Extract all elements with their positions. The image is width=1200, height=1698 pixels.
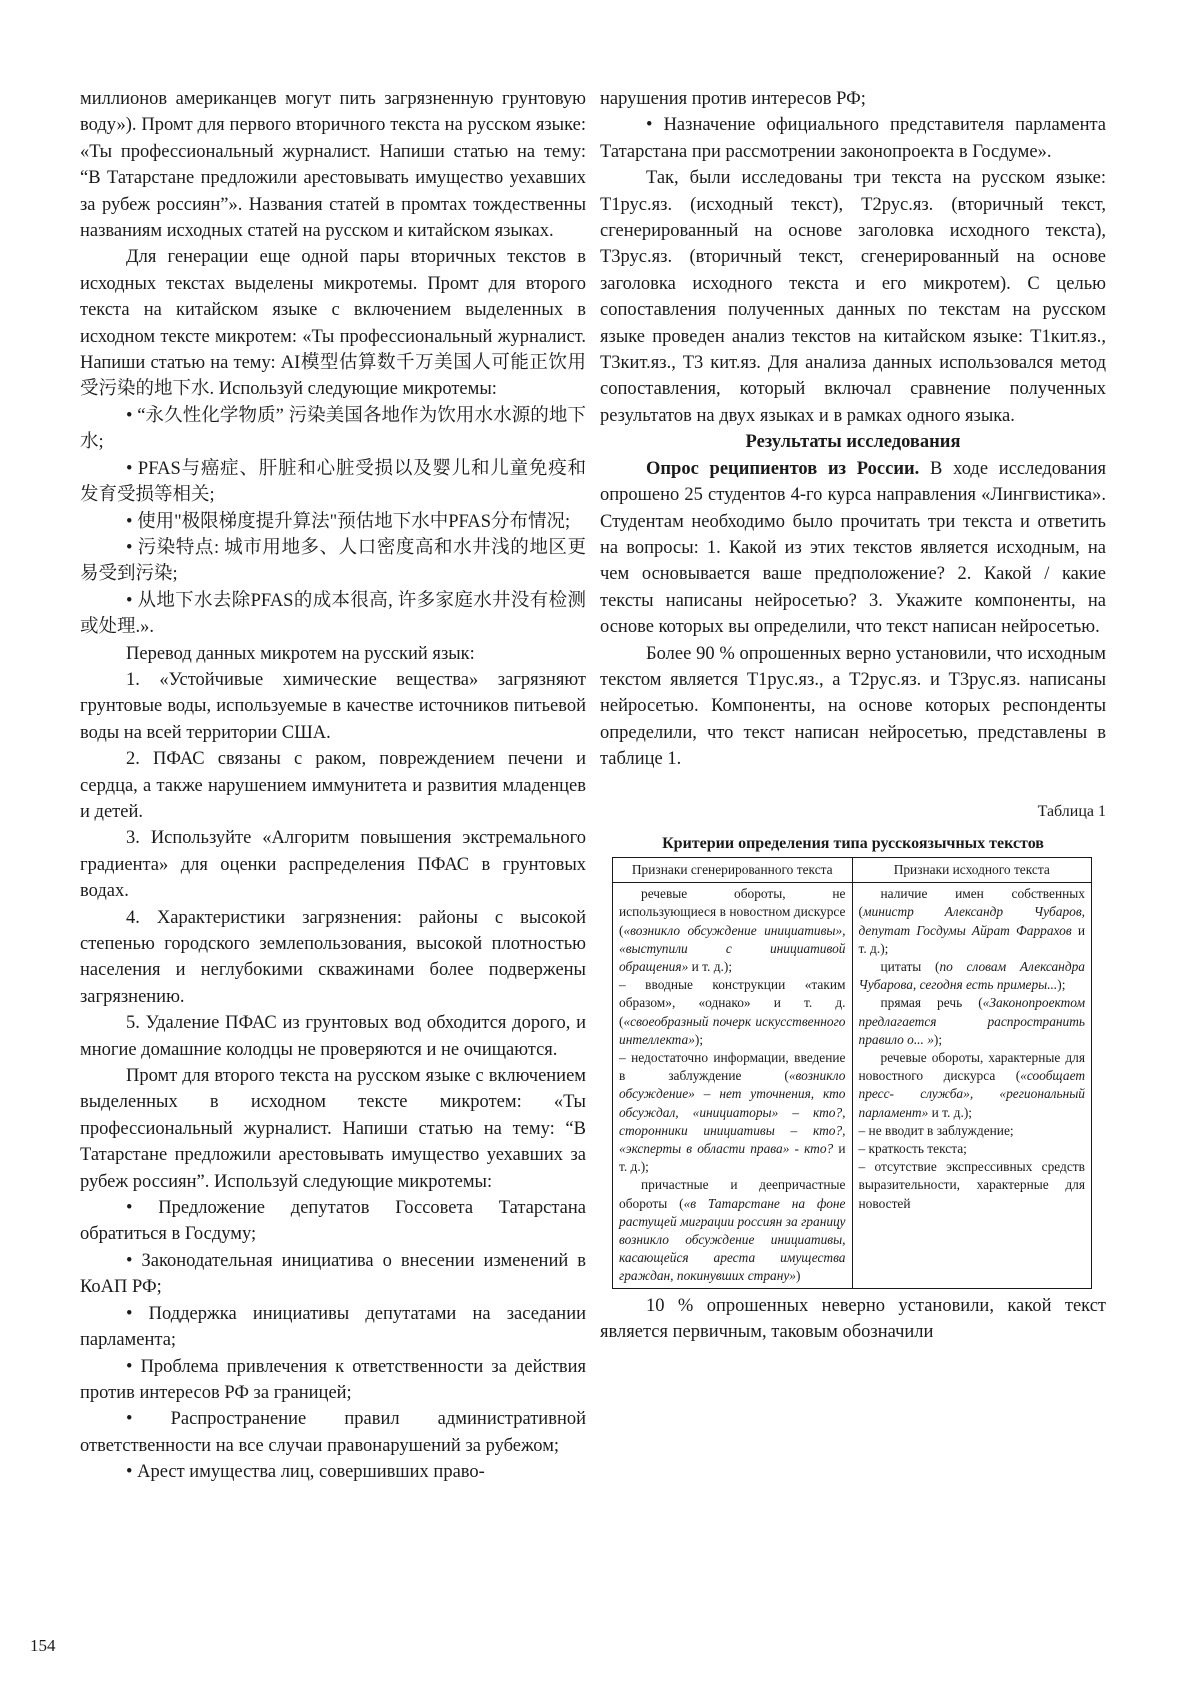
left-column [80,86,586,1486]
criterion-text: – недостаточно информации, введение в заблуждение ( [619,1050,846,1084]
list-item: 4. Характеристики загрязнения: районы с высокой степенью городского землепользования, высокой плотностью населения и неглубокими скважинами более подвержены загрязнению. [80,907,586,1007]
criterion-text: причастные и деепричастные обороты ( [619,1177,846,1211]
paragraph: 10 % опрошенных неверно установили, какой текст является первичным, таковым обозначили [600,1295,1106,1343]
criterion-item: – краткость текста; [858,1141,967,1157]
criterion-text: и т. д.); [619,1141,846,1175]
criterion-example: «возникло обсуждение» – нет уточнения, кто обсуждал, «инициаторы» – кто?, сторонники инициативы – кто?, «эксперты в области права» - кто? [619,1068,846,1157]
criterion-text: и т. д.); [858,922,1086,956]
paragraph-text: В ходе исследования опрошено 25 студентов 4-го курса направления «Лингвистика». Студентам необходимо было прочитать три текста и ответить на вопросы: 1. Какой из этих текстов является исходным, на чем основывается ваше предположение? 2. Какой / какие тексты написаны нейросетью? 3. Укажите компоненты, на основе которых вы определили, что текст написан нейросетью. [600,458,1106,638]
criterion-text: – вводные конструкции «таким образом», «однако» и т. д. ( [619,977,846,1029]
list-item: • Предложение депутатов Госсовета Татарстана обратиться в Госдуму; [80,1198,586,1245]
criterion-text: и т. д.); [688,958,733,974]
criterion-text: прямая речь ( [880,995,983,1011]
criterion-item [619,885,846,976]
list-item: • 使用"极限梯度提升算法"预估地下水中PFAS分布情况; [126,511,571,532]
criterion-text: наличие имен собственных ( [858,886,1085,920]
table-cell-original [852,883,1092,1288]
table-header-row [613,857,1092,882]
criteria-table [612,857,1092,1289]
paragraph: Так, были исследованы три текста на русском языке: Т1рус.яз. (исходный текст), Т2рус.яз. (вторичный текст, сгенерированный на основе заголовка исходного текста), Т3рус.яз. (вторичный текст, сгенерированный на основе заголовка исходного текста и его микротем). С целью сопоставления полученных данных по текстам на русском языке проведен анализ текстов на китайском языке: Т1кит.яз., Т3кит.яз., Т3 кит.яз. Для анализа данных использовался метод сопоставления, который включал сравнение полученных результатов на двух языках и в рамках одного языка. [600,168,1106,426]
right-column [600,86,1106,1345]
criterion-item: – не вводит в заблуждение; [858,1122,1014,1138]
list-item: 1. «Устойчивые химические вещества» загрязняют грунтовые воды, используемые в качестве источников питьевой воды на всей территории США. [80,669,586,743]
list-item: 2. ПФАС связаны с раком, повреждением печени и сердца, а также нарушением иммунитета и развития младенцев и детей. [80,749,586,822]
criterion-text: ); [933,1031,943,1047]
criterion-item [619,976,846,1049]
criterion-text: речевые обороты, не использующиеся в новостном дискурсе ( [619,886,846,938]
list-item: • Законодательная инициатива о внесении изменений в КоАП РФ; [80,1250,586,1298]
criterion-text: цитаты ( [880,958,940,974]
criterion-example: «Законопроектом предлагается распространить правило о... » [858,995,1085,1047]
list-item: • Арест имущества лиц, совершивших право- [126,1462,485,1483]
paragraph: Более 90 % опрошенных верно установили, что исходным текстом является Т1рус.яз., а Т2рус.яз. и Т3рус.яз. написаны нейросетью. Компоненты, на основе которых респонденты определили, что текст написан нейросетью, представлены в таблице 1. [600,643,1106,770]
section-heading: Результаты исследования [745,432,961,453]
criterion-item [619,1049,846,1176]
criterion-item: – отсутствие экспрессивных средств выразительности, характерные для новостей [858,1159,1085,1211]
criterion-item [619,1176,846,1285]
list-item: 5. Удаление ПФАС из грунтовых вод обходится дорого, и многие домашние колодцы не проверяются и не очищаются. [80,1013,586,1060]
list-item: 3. Используйте «Алгоритм повышения экстремального градиента» для оценки распределения ПФАС в грунтовых водах. [80,828,586,902]
criterion-item [859,958,1086,994]
list-item: • PFAS与癌症、肝脏和心脏受损以及婴儿和儿童免疫和发育受损等相关; [80,458,586,506]
criterion-text: речевые обороты, характерные для новостного дискурса ( [858,1050,1085,1084]
table-header-cell: Признаки сгенерированного текста [613,857,853,882]
criterion-example: по словам Александра Чубарова, сегодня есть примеры... [858,958,1085,993]
paragraph: Промт для второго текста на русском языке с включением выделенных в исходном тексте микротем: «Ты профессиональный журналист. Напиши статью на тему: “В Татарстане предложили арестовывать имущество уехавших за рубеж россиян”. Используй следующие микротемы: [80,1066,586,1192]
list-item: • 污染特点: 城市用地多、人口密度高和水井浅的地区更易受到污染; [80,537,586,585]
list-item: • Поддержка инициативы депутатами на заседании парламента; [80,1303,586,1351]
criterion-item [859,994,1086,1049]
criterion-example: «своеобразный почерк искусственного интеллекта» [619,1013,846,1047]
table-row [613,883,1092,1288]
table-header-cell: Признаки исходного текста [852,857,1092,882]
criterion-item [859,885,1086,958]
paragraph: нарушения против интересов РФ; [600,89,866,109]
criterion-item [859,1049,1086,1122]
table-title: Критерии определения типа русскоязычных текстов [662,834,1044,852]
criterion-text: ) [796,1268,801,1284]
page-number: 154 [30,1636,56,1655]
table-caption: Таблица 1 [1037,802,1106,820]
list-item: • Распространение правил административной ответственности на все случаи правонарушений за рубежом; [80,1409,586,1456]
criterion-example: «сообщает пресс- служба», «региональный парламент» [858,1068,1085,1120]
criterion-text: и т. д.); [928,1104,973,1120]
paragraph: Для генерации еще одной пары вторичных текстов в исходных текстах выделены микротемы. Промт для второго текста на китайском языке с включением выделенных в исходном тексте микротем: «Ты профессиональный журналист. Напиши статью на тему: AI模型估算数千万美国人可能正饮用受污染的地下水. Используй следующие микротемы: [80,247,586,400]
table-cell-generated [613,883,853,1288]
list-item: • Проблема привлечения к ответственности за действия против интересов РФ за границей; [80,1356,586,1403]
paragraph: Перевод данных микротем на русский язык: [126,643,475,664]
paragraph [600,456,1106,641]
subsection-heading: Опрос реципиентов из России. [646,458,920,479]
criterion-text: ); [694,1031,704,1047]
list-item: • 从地下水去除PFAS的成本很高, 许多家庭水井没有检测或处理.». [80,590,586,638]
criterion-example: «в Татарстане на фоне растущей миграции россиян за границу возникло обсуждение инициативы, касающейся ареста имущества граждан, покинувших страну» [619,1195,846,1284]
paragraph: миллионов американцев могут пить загрязненную грунтовую воду»). Промт для первого вторичного текста на русском языке: «Ты профессиональный журналист. Напиши статью на тему: “В Татарстане предложили арестовывать имущество уехавших за рубеж россиян”». Названия статей в промтах тождественны названиям исходных статей на русском и китайском языках. [80,89,586,242]
criterion-text: ); [1057,977,1066,993]
list-item: • “永久性化学物质” 污染美国各地作为饮用水水源的地下水; [80,405,586,453]
criterion-example: «возникло обсуждение инициативы», «выступили с инициативой обращения» [619,922,846,974]
list-item: • Назначение официального представителя парламента Татарстана при рассмотрении законопроекта в Госдуме». [600,115,1106,162]
criterion-example: министр Александр Чубаров, депутат Госдумы Айрат Фаррахов [858,904,1085,938]
